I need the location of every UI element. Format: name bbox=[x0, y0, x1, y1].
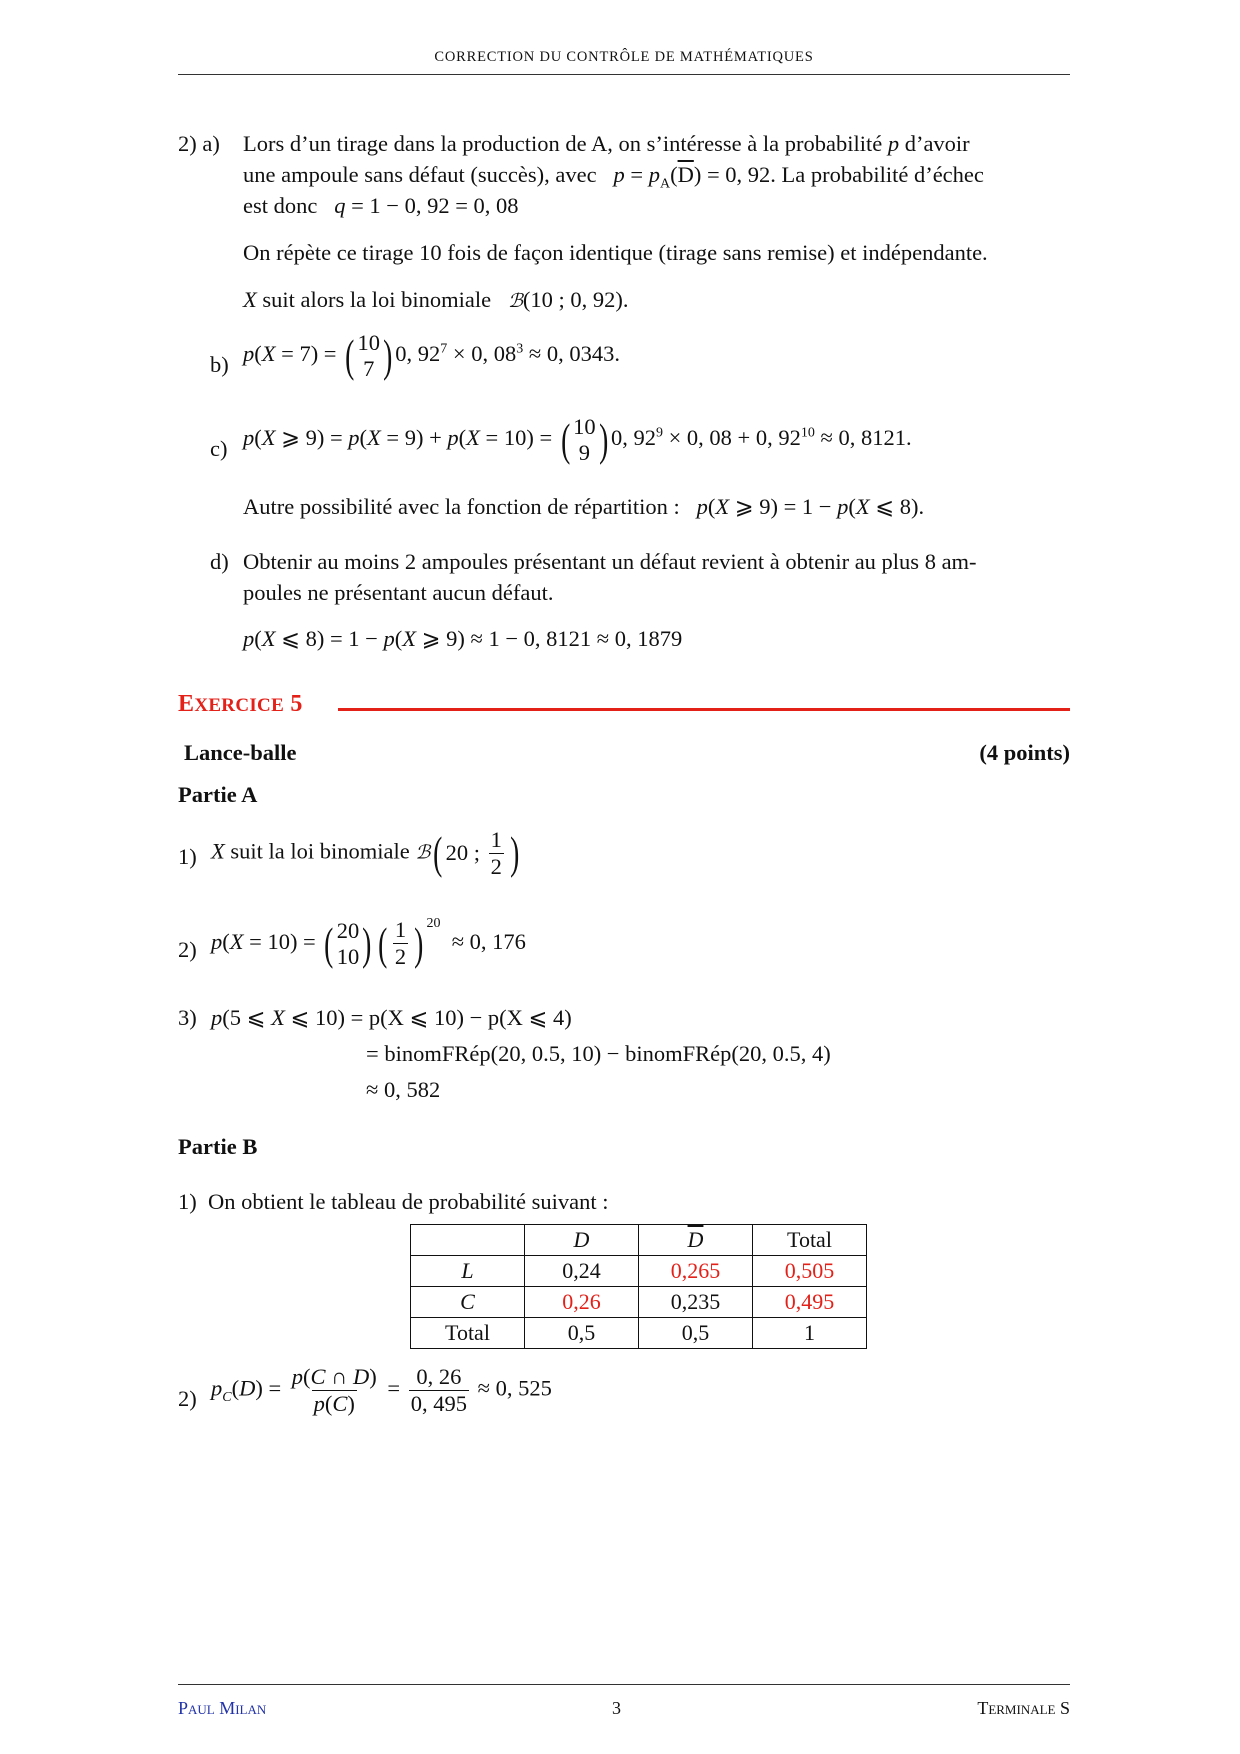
table-header-total: Total bbox=[753, 1225, 867, 1256]
table-row-label: Total bbox=[411, 1318, 525, 1349]
table-cell bbox=[411, 1225, 525, 1256]
table-cell: 0,505 bbox=[753, 1256, 867, 1287]
footer-class: Terminale S bbox=[977, 1698, 1070, 1718]
table-cell: 0,5 bbox=[525, 1318, 639, 1349]
table-row bbox=[411, 1225, 867, 1256]
partie-a-heading: Partie A bbox=[178, 782, 258, 807]
a1-text: X suit la loi binomiale ℬ ( 20 ; $\frac{1}{2}$ ) bbox=[211, 827, 520, 879]
page-number: 3 bbox=[612, 1698, 621, 1718]
table-cell: 0,235 bbox=[639, 1287, 753, 1318]
q2d-label: d) bbox=[210, 549, 229, 574]
table-cell: 0,265 bbox=[639, 1256, 753, 1287]
q2a-line1: Lors d’un tirage dans la production de A, on s’intéresse à la probabilité p d’avoir bbox=[243, 131, 970, 156]
q2b-label: b) bbox=[210, 352, 229, 377]
table-cell: 0,5 bbox=[639, 1318, 753, 1349]
a3-line1: p(5 ⩽ X ⩽ 10) = p(X ⩽ 10) − p(X ⩽ 4) bbox=[211, 1005, 572, 1030]
page-header: CORRECTION DU CONTRÔLE DE MATHÉMATIQUES bbox=[434, 49, 814, 65]
exercise-points: (4 points) bbox=[979, 740, 1070, 765]
probability-table bbox=[410, 1224, 867, 1349]
q2a-label: 2) a) bbox=[178, 131, 220, 156]
table-header-dbar: $\overline{D}$ bbox=[639, 1225, 753, 1256]
a3-line3: ≈ 0, 582 bbox=[366, 1077, 441, 1102]
table-cell: 0,24 bbox=[525, 1256, 639, 1287]
q2a-para2: On répète ce tirage 10 fois de façon identique (tirage sans remise) et indépendante. bbox=[243, 240, 988, 265]
q2c-label: c) bbox=[210, 436, 228, 461]
partie-b-heading: Partie B bbox=[178, 1134, 258, 1159]
a2-label: 2) bbox=[178, 937, 197, 962]
b2-formula: $p_C(D)$ = $\frac{p(C \cap D)}{p(C)}$ = $\frac{0, 26}{0, 495}$ ≈ 0, 525 bbox=[211, 1364, 552, 1416]
q2b-formula: p(X = 7) = ( 10 7 ) 0, $92^7 \times 0$, $08^3 \approx 0$, 0343. bbox=[243, 329, 620, 381]
q2c-alt: Autre possibilité avec la fonction de répartition : p(X ⩾ 9) = 1 − p(X ⩽ 8). bbox=[243, 494, 925, 519]
table-row-label: C bbox=[411, 1287, 525, 1318]
table-cell: 1 bbox=[753, 1318, 867, 1349]
q2c-formula: p(X ⩾ 9) = p(X = 9) + p(X = 10) = ( 10 9 ) 0, $92^9 \times 0$, 08 + 0, $92^{10} \approx 0$, 8121. bbox=[243, 413, 912, 465]
table-cell: 0,495 bbox=[753, 1287, 867, 1318]
table-row bbox=[411, 1318, 867, 1349]
a1-label: 1) bbox=[178, 844, 197, 869]
q2d-line1: Obtenir au moins 2 ampoules présentant un défaut revient à obtenir au plus 8 am- bbox=[243, 549, 977, 574]
table-row bbox=[411, 1287, 867, 1318]
exercise-rule bbox=[338, 708, 1070, 711]
q2d-line2: poules ne présentant aucun défaut. bbox=[243, 580, 554, 605]
b1-text: 1) On obtient le tableau de probabilité suivant : bbox=[178, 1189, 609, 1214]
table-row-label: L bbox=[411, 1256, 525, 1287]
footer-rule bbox=[178, 1684, 1070, 1685]
footer-author: Paul Milan bbox=[178, 1698, 267, 1718]
q2a-para3: X suit alors la loi binomiale ℬ(10 ; 0, 92). bbox=[243, 287, 629, 312]
header-rule bbox=[178, 74, 1070, 75]
b2-label: 2) bbox=[178, 1386, 197, 1411]
table-header-d: D bbox=[525, 1225, 639, 1256]
q2d-result: p(X ⩽ 8) = 1 − p(X ⩾ 9) ≈ 1 − 0, 8121 ≈ 0, 1879 bbox=[243, 626, 683, 651]
a3-line2: = binomFRép(20, 0.5, 10) − binomFRép(20, 0.5, 4) bbox=[366, 1041, 831, 1066]
exercise-subtitle: Lance-balle bbox=[184, 740, 297, 765]
table-cell: 0,26 bbox=[525, 1287, 639, 1318]
a3-label: 3) bbox=[178, 1005, 197, 1030]
q2a-line3: est donc q = 1 − 0, 92 = 0, 08 bbox=[243, 193, 519, 218]
table-row bbox=[411, 1256, 867, 1287]
a2-formula: p(X = 10) = ( 20 10 ) ( $\frac{1}{2}$ ) $^{20}$ ≈ 0, 176 bbox=[211, 916, 526, 970]
q2a-line2: une ampoule sans défaut (succès), avec $p = p_A(\overline{D}) = 0$, 92. La probabilité d’échec bbox=[243, 162, 984, 192]
exercise-title: EXERCICE 5 bbox=[178, 691, 303, 717]
